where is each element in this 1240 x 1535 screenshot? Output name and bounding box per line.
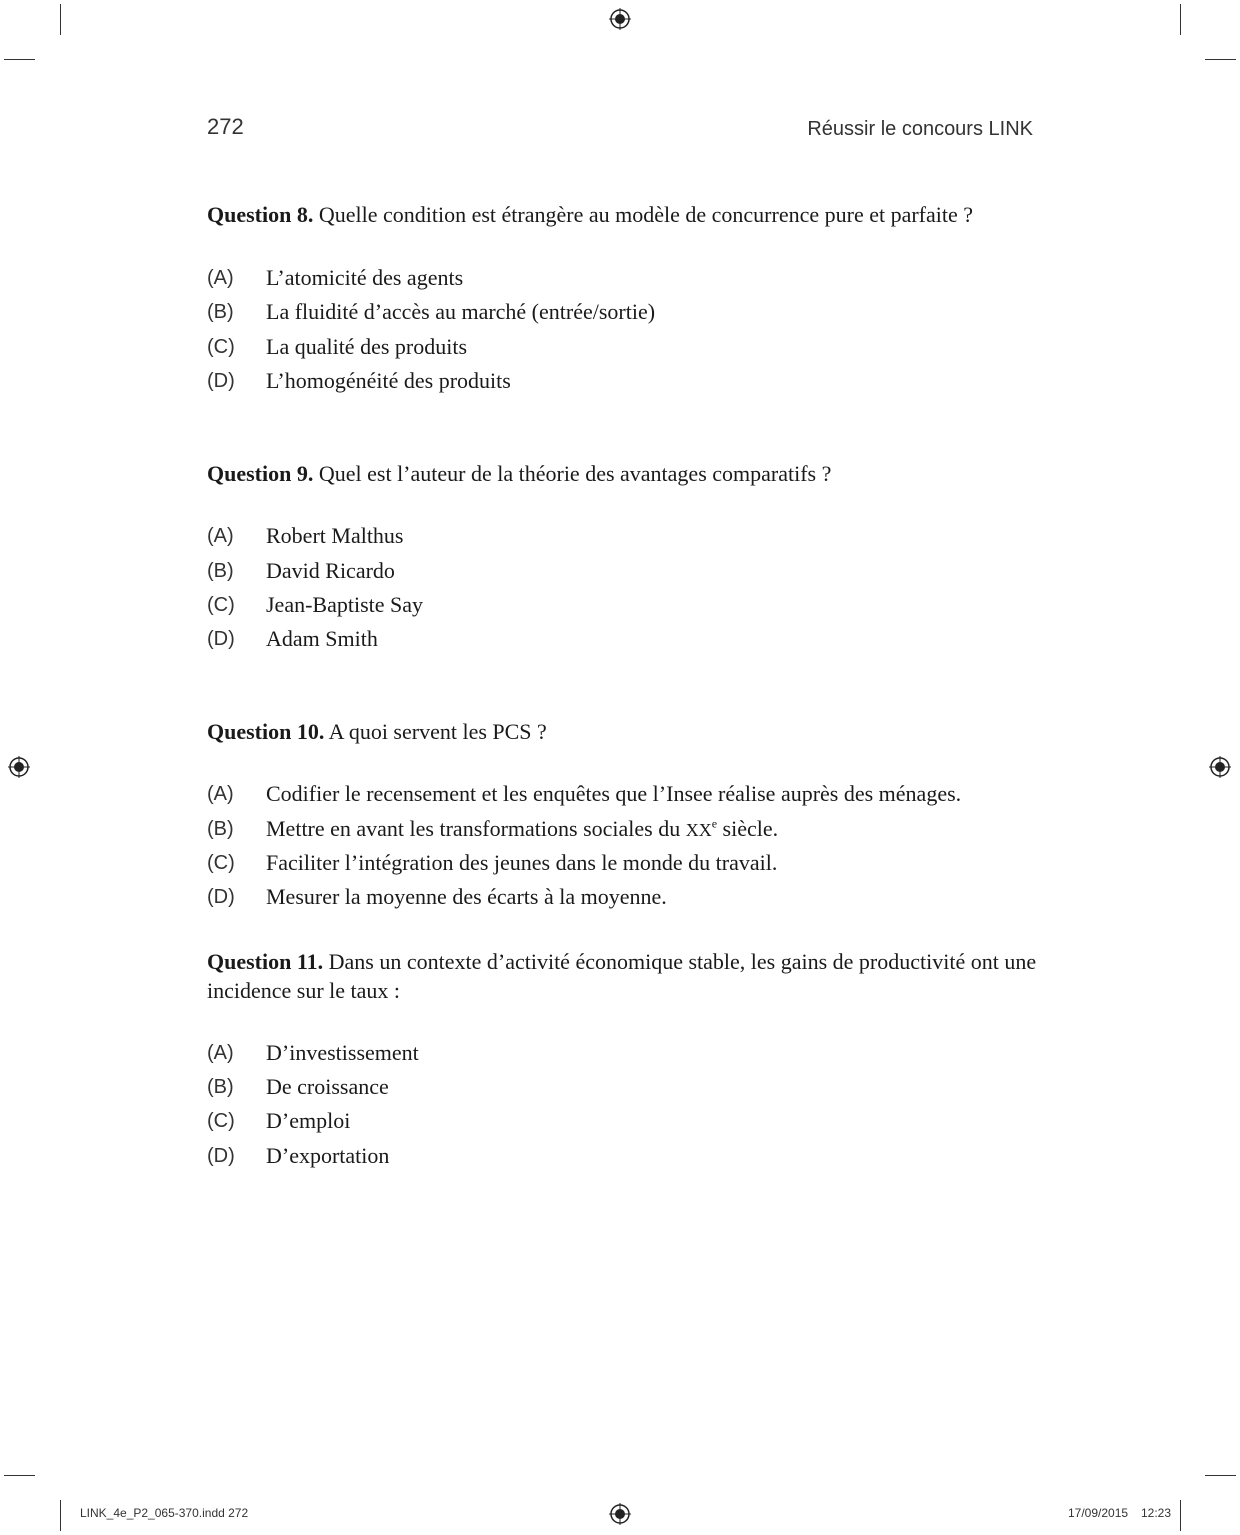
crop-mark: [4, 1475, 35, 1476]
choice-letter: (A): [207, 267, 234, 289]
choice-text: La fluidité d’accès au marché (entrée/sortie): [266, 299, 656, 324]
crop-mark: [1180, 1500, 1181, 1531]
slug-time: 12:23: [1141, 1506, 1172, 1520]
question-text: Quelle condition est étrangère au modèle de concurrence pure et parfaite ?: [313, 202, 974, 227]
choice-letter: (C): [207, 1110, 235, 1132]
question-text: A quoi servent les PCS ?: [324, 719, 547, 744]
choice-letter: (D): [207, 370, 235, 392]
crop-mark: [1205, 1475, 1236, 1476]
registration-mark-icon: [609, 1503, 631, 1525]
choice-text: De croissance: [266, 1074, 389, 1099]
choice-text: Jean-Baptiste Say: [266, 592, 424, 617]
crop-mark: [1180, 4, 1181, 35]
choice-text-part: siècle.: [717, 816, 779, 841]
question-text: Quel est l’auteur de la théorie des avantages comparatifs ?: [313, 461, 832, 486]
question-8: [207, 200, 1037, 229]
choice-text: Mesurer la moyenne des écarts à la moyenne.: [266, 884, 667, 909]
choice-text: D’investissement: [266, 1040, 419, 1065]
choice-text: La qualité des produits: [266, 334, 468, 359]
question-label: Question 8.: [207, 202, 314, 227]
choice-letter: (B): [207, 818, 234, 840]
choice-letter: (C): [207, 594, 235, 616]
choice-text: Adam Smith: [266, 626, 378, 651]
choice-text: L’atomicité des agents: [266, 265, 464, 290]
registration-mark-icon: [8, 756, 30, 778]
question-10: [207, 717, 1037, 746]
question-text: Dans un contexte d’activité économique stable, les gains de productivité ont une incidence sur le taux :: [207, 949, 1037, 1003]
superscript: e: [711, 816, 718, 831]
choice-text: Codifier le recensement et les enquêtes que l’Insee réalise auprès des ménages.: [266, 781, 962, 806]
choice-letter: (A): [207, 525, 234, 547]
choice-text-part: Mettre en avant les transformations sociales du: [266, 816, 686, 841]
choice-letter: (D): [207, 628, 235, 650]
question-label: Question 9.: [207, 461, 314, 486]
choice-text: D’emploi: [266, 1108, 351, 1133]
question-11: [207, 947, 1037, 1005]
choice-letter: (C): [207, 852, 235, 874]
registration-mark-icon: [609, 8, 631, 30]
crop-mark: [60, 1500, 61, 1531]
choice-text: David Ricardo: [266, 558, 395, 583]
question-9: [207, 459, 1037, 488]
choice-text: Faciliter l’intégration des jeunes dans le monde du travail.: [266, 850, 778, 875]
choice-text: L’homogénéité des produits: [266, 368, 511, 393]
slug-filename: LINK_4e_P2_065-370.indd 272: [80, 1506, 249, 1520]
registration-mark-icon: [1209, 756, 1231, 778]
running-title: Réussir le concours LINK: [807, 118, 1033, 140]
question-label: Question 11.: [207, 949, 324, 974]
choice-letter: (A): [207, 783, 234, 805]
page-number: 272: [207, 114, 244, 139]
crop-mark: [1205, 59, 1236, 60]
crop-mark: [4, 59, 35, 60]
choice-letter: (D): [207, 1145, 235, 1167]
choice-letter: (D): [207, 886, 235, 908]
choice-letter: (B): [207, 301, 234, 323]
crop-mark: [60, 4, 61, 35]
choice-letter: (B): [207, 1076, 234, 1098]
choice-letter: (A): [207, 1042, 234, 1064]
choice-letter: (C): [207, 336, 235, 358]
choice-text: Robert Malthus: [266, 523, 404, 548]
choice-text: D’exportation: [266, 1143, 390, 1168]
choice-letter: (B): [207, 560, 234, 582]
slug-date: 17/09/2015: [1068, 1506, 1129, 1520]
century-numeral: XX: [685, 820, 712, 840]
choice-text: [266, 815, 778, 844]
question-label: Question 10.: [207, 719, 325, 744]
